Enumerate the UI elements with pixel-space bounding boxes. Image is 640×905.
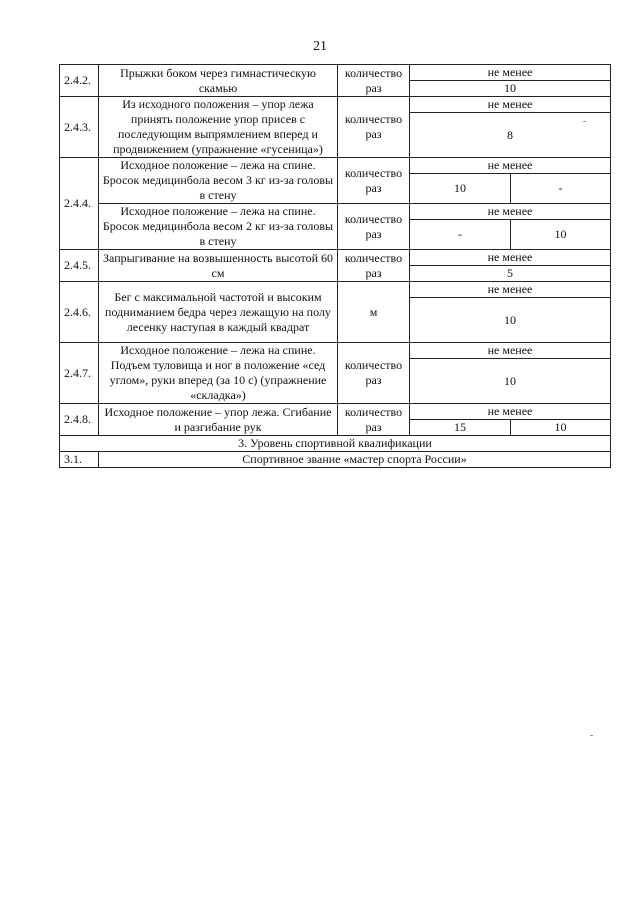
exercise-name: Из исходного положения – упор лежа принять положение упор присев с последующим выпрямлением вперед и продвижением (упражнение «гусеница») [99,97,338,158]
table-row [60,343,611,359]
qualification-text: Спортивное звание «мастер спорта России» [99,452,611,468]
table-row [60,204,611,220]
unit: количество раз [338,204,410,250]
table-row [60,282,611,298]
scan-speck [590,735,593,736]
exercise-name: Бег с максимальной частотой и высоким подниманием бедра через лежащую на полу лесенку наступая в каждый квадрат [99,282,338,343]
row-code: 2.4.7. [60,343,99,404]
exercise-name: Исходное положение – лежа на спине. Подъем туловища и ног в положение «сед углом», руки вперед (за 10 с) (упражнение «складка») [99,343,338,404]
not-less-label: не менее [410,65,611,81]
not-less-label: не менее [410,282,611,298]
norm-value: 10 [410,298,611,343]
norm-value: 10 [410,81,611,97]
page-number: 21 [313,39,327,54]
exercise-name: Прыжки боком через гимнастическую скамью [99,65,338,97]
table-row [60,452,611,468]
row-code: 2.4.6. [60,282,99,343]
not-less-label: не менее [410,404,611,420]
not-less-label: не менее [410,204,611,220]
exercise-name: Исходное положение – лежа на спине. Бросок медицинбола весом 3 кг из-за головы в стену [99,158,338,204]
norm-value: 5 [410,266,611,282]
unit: количество раз [338,250,410,282]
not-less-label: не менее [410,158,611,174]
unit: количество раз [338,158,410,204]
norm-value: 8 [410,113,611,158]
exercise-name: Исходное положение – лежа на спине. Бросок медицинбола весом 2 кг из-за головы в стену [99,204,338,250]
row-code: 3.1. [60,452,99,468]
table-row [60,250,611,266]
table-row [60,436,611,452]
exercise-name: Исходное положение – упор лежа. Сгибание и разгибание рук [99,404,338,436]
row-code: 2.4.4. [60,158,99,250]
not-less-label: не менее [410,97,611,113]
norm-value-2: 10 [511,420,611,436]
norm-value-2: - [511,174,611,204]
table-row [60,404,611,420]
scan-speck [583,121,586,122]
unit: м [338,282,410,343]
table-row [60,65,611,81]
unit: количество раз [338,343,410,404]
exercise-name: Запрыгивание на возвышенность высотой 60 см [99,250,338,282]
unit: количество раз [338,404,410,436]
norm-value-1: - [410,220,511,250]
norm-value-1: 10 [410,174,511,204]
row-code: 2.4.3. [60,97,99,158]
norm-value-2: 10 [511,220,611,250]
row-code: 2.4.2. [60,65,99,97]
section-title: 3. Уровень спортивной квалификации [60,436,611,452]
row-code: 2.4.5. [60,250,99,282]
table-row [60,158,611,174]
norm-value: 10 [410,359,611,404]
unit: количество раз [338,97,410,158]
row-code: 2.4.8. [60,404,99,436]
not-less-label: не менее [410,250,611,266]
not-less-label: не менее [410,343,611,359]
norms-table [59,64,611,468]
norm-value-1: 15 [410,420,511,436]
table-row [60,97,611,113]
unit: количество раз [338,65,410,97]
